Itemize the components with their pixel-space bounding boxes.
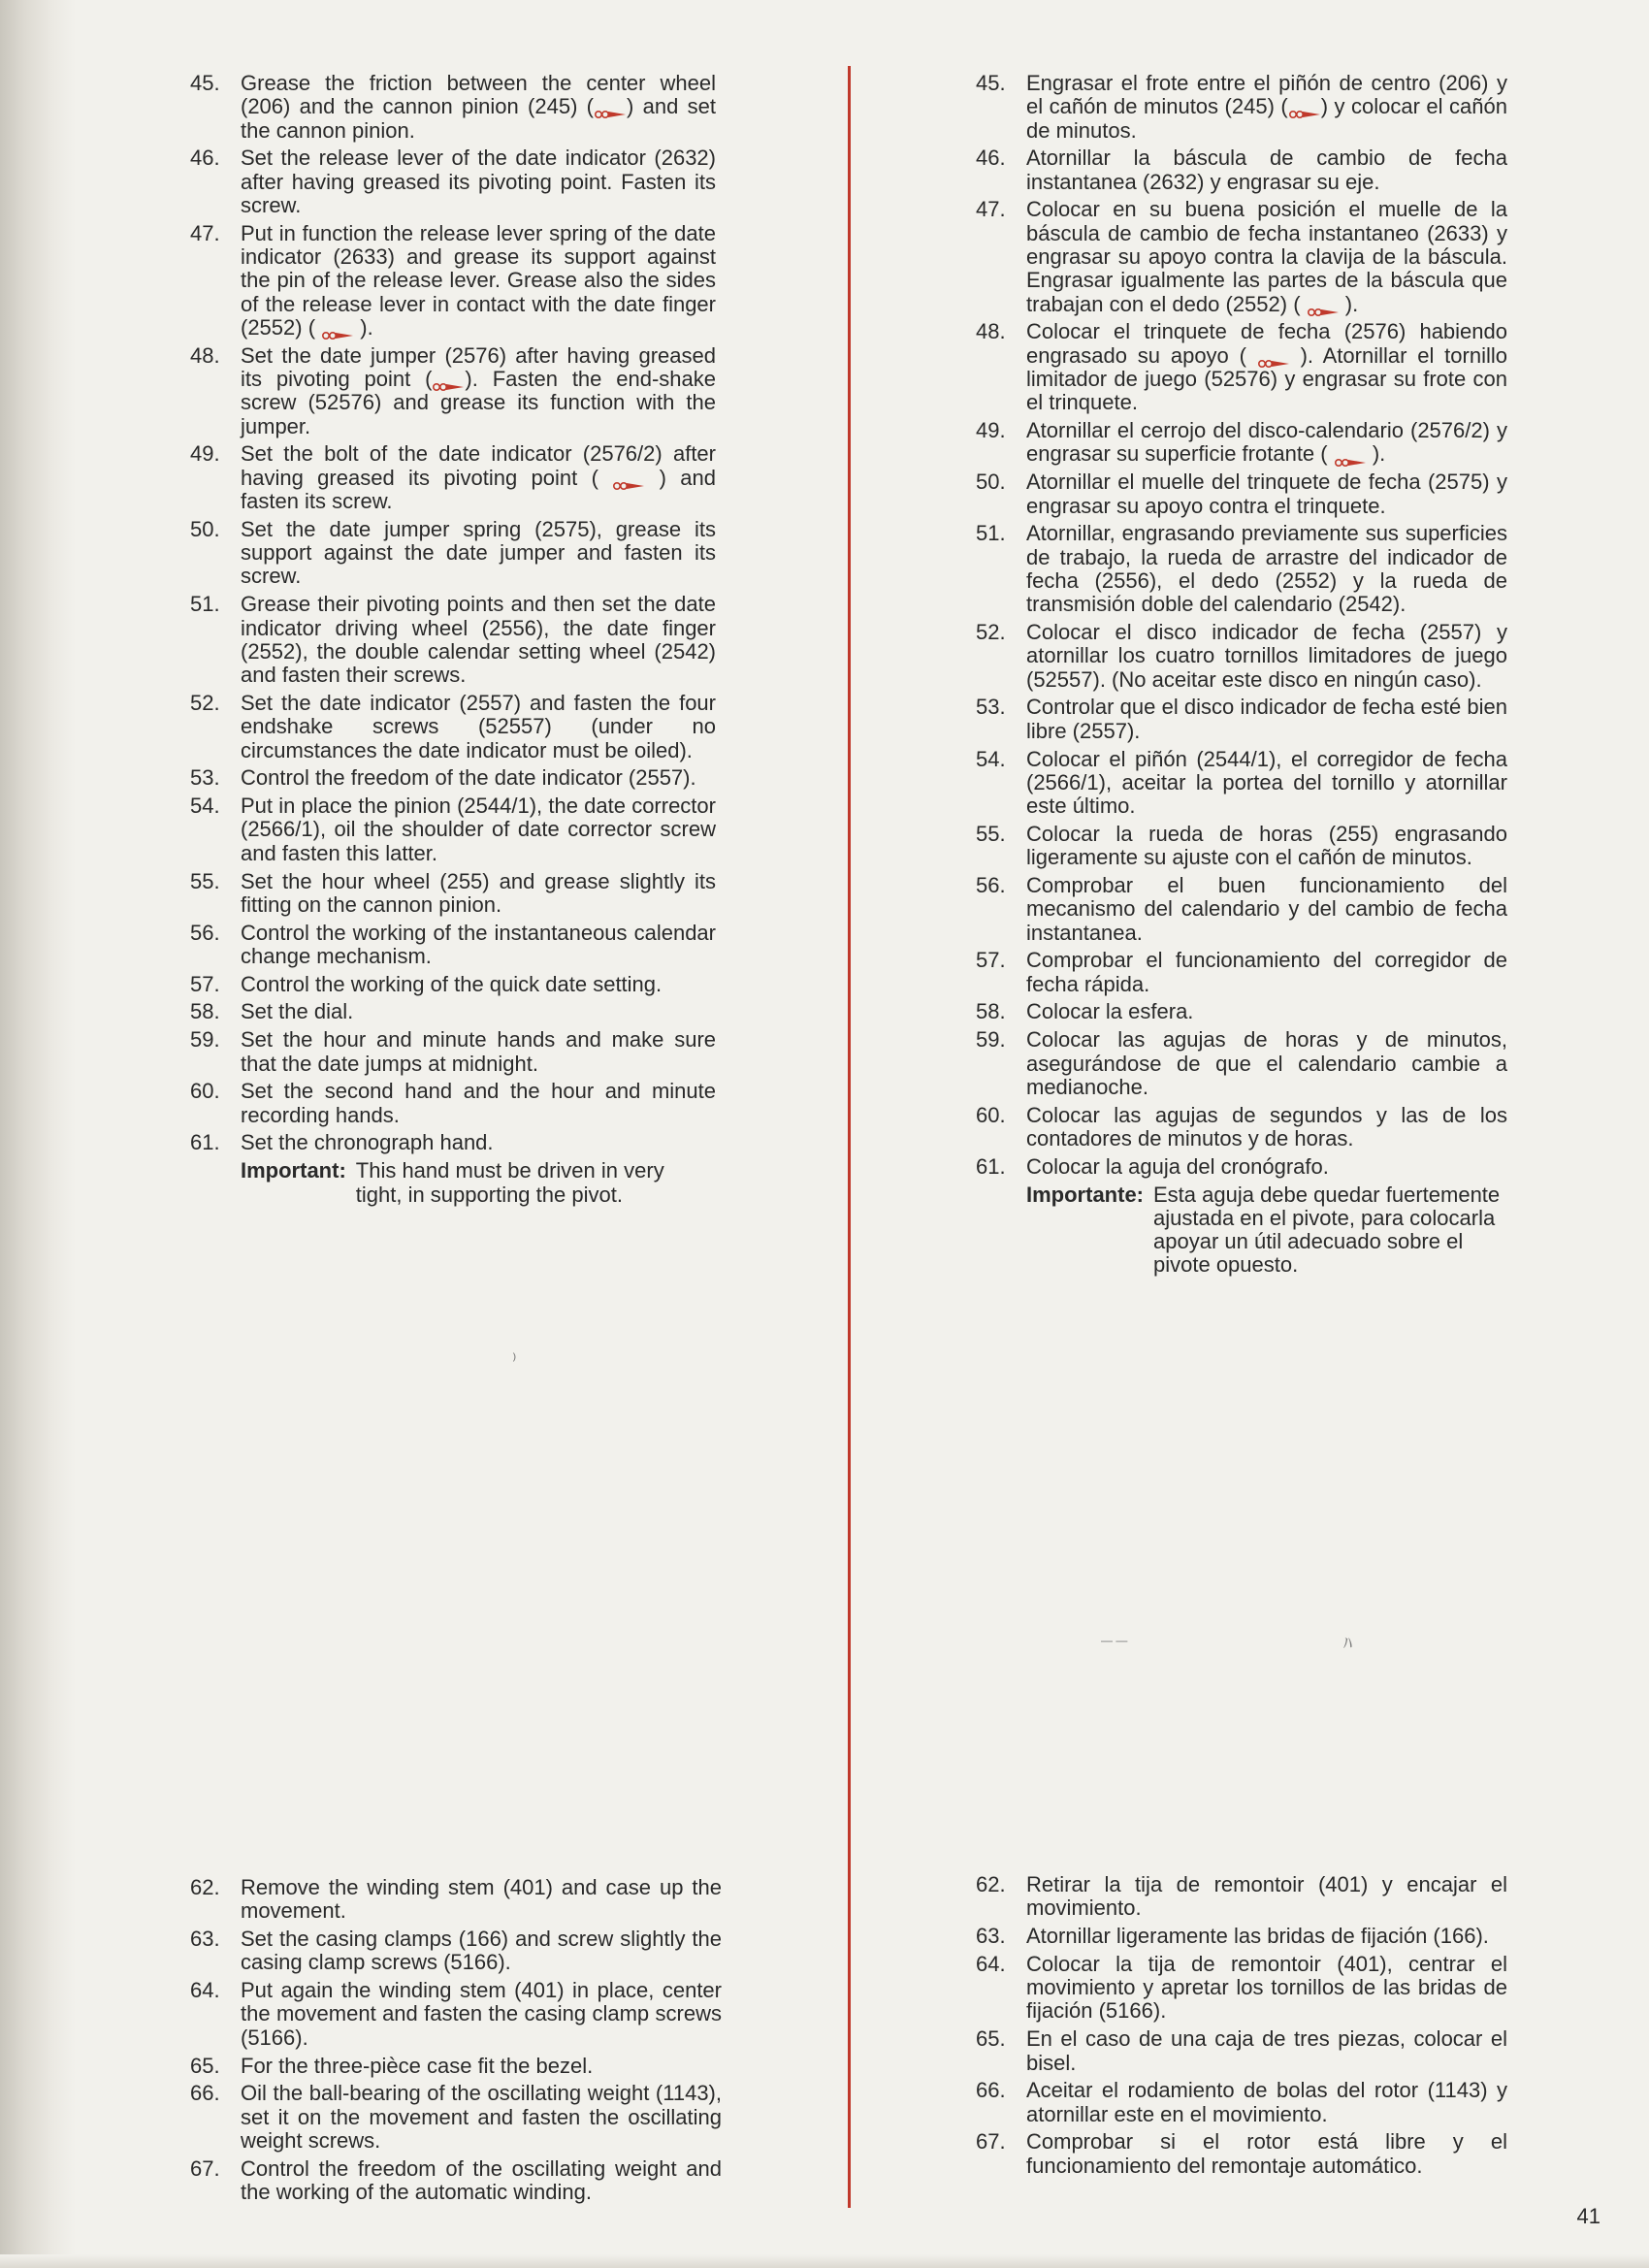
instruction-step [190, 973, 716, 996]
step-number: 58. [976, 999, 1006, 1024]
step-text: Oil the ball-bearing of the oscillating weight (1143), set it on the movement and fasten the oscillating weight screws. [241, 2081, 722, 2153]
instruction-step [190, 2157, 722, 2205]
instruction-step [976, 2079, 1507, 2126]
instruction-step [976, 1873, 1507, 1921]
important-note [241, 1159, 716, 1207]
step-text: Atornillar, engrasando previamente sus superficies de trabajo, la rueda de arrastre del indicador de fecha (2556), el dedo (2552) y la rueda de transmisión doble del calendario (2542). [1026, 521, 1507, 617]
step-text: Colocar la esfera. [1026, 999, 1194, 1024]
instruction-step [190, 692, 716, 762]
important-label: Important: [241, 1158, 346, 1183]
step-text: Set the hour wheel (255) and grease slightly its fitting on the cannon pinion. [241, 868, 716, 917]
step-text: Colocar en su buena posición el muelle de la báscula de cambio de fecha instantaneo (2633) y engrasar su apoyo contra la clavija de la báscula. Engrasar igualmente las partes de la báscula que trabajan con el dedo (2552) ( ). [1026, 197, 1507, 316]
instruction-step [976, 949, 1507, 996]
instruction-step [190, 593, 716, 687]
instruction-step [190, 870, 716, 918]
step-text: Set the second hand and the hour and minute recording hands. [241, 1079, 716, 1127]
instruction-step [976, 1155, 1507, 1179]
step-number: 59. [976, 1027, 1006, 1053]
book-binding-shadow [0, 0, 76, 2268]
instruction-step [190, 1876, 722, 1924]
step-number: 67. [190, 2155, 220, 2181]
step-number: 50. [976, 470, 1006, 495]
instruction-step [190, 222, 716, 340]
step-number: 55. [190, 868, 220, 893]
instruction-step [190, 1028, 716, 1076]
step-number: 48. [976, 319, 1006, 344]
step-number: 45. [190, 71, 220, 95]
instruction-step [190, 2082, 722, 2153]
grease-oil-drop-icon [1288, 102, 1321, 113]
instruction-step [976, 72, 1507, 143]
important-text: This hand must be driven in very tight, in supporting the pivot. [355, 1158, 664, 1207]
step-text: Colocar la tija de remontoir (401), centrar el movimiento y apretar los tornillos de las bridas de fijación (5166). [1026, 1951, 1507, 2024]
step-text: Comprobar si el rotor está libre y el funcionamiento del remontaje automático. [1026, 2129, 1507, 2178]
step-number: 49. [976, 418, 1006, 443]
instruction-step [976, 696, 1507, 743]
instruction-step [190, 72, 716, 143]
step-text: Set the dial. [241, 999, 354, 1024]
step-number: 57. [190, 971, 220, 996]
instruction-step [190, 922, 716, 969]
step-number: 66. [976, 2078, 1006, 2103]
step-text: Control the working of the instantaneous calendar change mechanism. [241, 920, 716, 968]
instruction-step [190, 442, 716, 513]
step-text: Comprobar el funcionamiento del corregidor de fecha rápida. [1026, 948, 1507, 996]
step-text: Atornillar ligeramente las bridas de fijación (166). [1026, 1924, 1489, 1949]
step-number: 52. [190, 690, 220, 715]
step-text: Atornillar el cerrojo del disco-calendario (2576/2) y engrasar su superficie frotante ( ). [1026, 418, 1507, 467]
step-number: 52. [976, 620, 1006, 645]
step-text: Aceitar el rodamiento de bolas del rotor (1143) y atornillar este en el movimiento. [1026, 2078, 1507, 2126]
step-text: Colocar el trinquete de fecha (2576) habiendo engrasado su apoyo ( ). Atornillar el tornillo limitador de juego (52576) y engrasar su frote con el trinquete. [1026, 319, 1507, 415]
step-number: 55. [976, 821, 1006, 846]
page-number: 41 [1576, 2204, 1600, 2228]
grease-oil-drop-icon [1257, 351, 1290, 363]
step-text: Colocar el disco indicador de fecha (2557) y atornillar los cuatro tornillos limitadores de juego (52557). (No aceitar este disco en ningún caso). [1026, 620, 1507, 692]
step-number: 56. [190, 920, 220, 945]
step-text: Set the date indicator (2557) and fasten the four endshake screws (52557) (under no circumstances the date indicator must be oiled). [241, 690, 716, 762]
step-number: 63. [976, 1924, 1006, 1949]
instruction-step [190, 1979, 722, 2050]
step-number: 48. [190, 342, 220, 368]
step-number: 62. [190, 1875, 220, 1899]
step-number: 46. [976, 146, 1006, 171]
step-number: 65. [976, 2026, 1006, 2052]
paper-speck: ⁾ [512, 1350, 517, 1370]
instruction-step [976, 1028, 1507, 1099]
step-text: Comprobar el buen funcionamiento del mecanismo del calendario y del cambio de fecha instantanea. [1026, 873, 1507, 945]
step-number: 66. [190, 2081, 220, 2106]
instruction-step [976, 2130, 1507, 2178]
step-text: Colocar el piñón (2544/1), el corregidor de fecha (2566/1), aceitar la portea del tornillo y atornillar este último. [1026, 746, 1507, 819]
instruction-step [976, 522, 1507, 616]
instruction-step [976, 748, 1507, 819]
step-text: Colocar las agujas de horas y de minutos, asegurándose de que el calendario cambie a medianoche. [1026, 1027, 1507, 1099]
step-number: 54. [976, 746, 1006, 771]
step-number: 45. [976, 71, 1006, 95]
instruction-step [976, 1925, 1507, 1948]
step-text: Grease the friction between the center wheel (206) and the cannon pinion (245) ( ) and set the cannon pinion. [241, 71, 716, 143]
grease-oil-drop-icon [432, 374, 465, 386]
step-number: 51. [190, 592, 220, 617]
page-edge [0, 2254, 1649, 2268]
grease-oil-drop-icon [1307, 300, 1340, 311]
step-text: Colocar la aguja del cronógrafo. [1026, 1153, 1329, 1179]
step-text: Put in place the pinion (2544/1), the date corrector (2566/1), oil the shoulder of date corrector screw and fasten this latter. [241, 794, 716, 865]
step-text: Colocar la rueda de horas (255) engrasando ligeramente su ajuste con el cañón de minutos. [1026, 821, 1507, 870]
instruction-step [976, 198, 1507, 315]
instruction-step [976, 621, 1507, 692]
step-text: Remove the winding stem (401) and case up the movement. [241, 1875, 722, 1924]
step-text: En el caso de una caja de tres piezas, colocar el bisel. [1026, 2026, 1507, 2075]
english-instructions-bottom [190, 1876, 722, 2209]
step-number: 60. [190, 1079, 220, 1104]
step-text: Set the bolt of the date indicator (2576/2) after having greased its pivoting point ( ) and fasten its screw. [241, 441, 716, 514]
step-number: 65. [190, 2053, 220, 2078]
step-number: 47. [976, 197, 1006, 222]
instruction-step [190, 766, 716, 790]
instruction-step [976, 1000, 1507, 1023]
step-text: Set the date jumper spring (2575), grease its support against the date jumper and fasten its screw. [241, 516, 716, 589]
step-number: 67. [976, 2129, 1006, 2155]
instruction-step [976, 874, 1507, 945]
step-number: 46. [190, 146, 220, 171]
column-divider [848, 66, 851, 2208]
step-text: Set the release lever of the date indicator (2632) after having greased its pivoting point. Fasten its screw. [241, 146, 716, 217]
instruction-step [190, 344, 716, 438]
step-number: 60. [976, 1102, 1006, 1127]
grease-oil-drop-icon [321, 323, 354, 335]
step-text: Set the hour and minute hands and make sure that the date jumps at midnight. [241, 1027, 716, 1076]
step-text: Grease their pivoting points and then set the date indicator driving wheel (2556), the date finger (2552), the double calendar setting wheel (2542) and fasten their screws. [241, 592, 716, 688]
step-number: 51. [976, 521, 1006, 546]
step-text: Set the chronograph hand. [241, 1130, 494, 1155]
step-number: 53. [190, 765, 220, 791]
step-text: Controlar que el disco indicador de fecha esté bien libre (2557). [1026, 695, 1507, 743]
english-instructions-top [190, 72, 716, 1207]
step-text: Control the freedom of the date indicator (2557). [241, 765, 696, 791]
instruction-step [976, 419, 1507, 467]
step-number: 61. [190, 1130, 220, 1155]
step-number: 61. [976, 1153, 1006, 1179]
instruction-step [190, 146, 716, 217]
step-text: Control the working of the quick date setting. [241, 971, 663, 996]
instruction-step [190, 1080, 716, 1127]
instruction-step [976, 2027, 1507, 2075]
grease-oil-drop-icon [612, 473, 645, 485]
spanish-instructions-top [976, 72, 1507, 1278]
step-number: 54. [190, 794, 220, 819]
step-text: Set the casing clamps (166) and screw slightly the casing clamp screws (5166). [241, 1927, 722, 1975]
paper-speck: ﾊ [1343, 1634, 1352, 1653]
step-text: Set the date jumper (2576) after having greased its pivoting point ( ). Fasten the end-shake screw (52576) and grease its function with the jumper. [241, 342, 716, 438]
instruction-step [190, 518, 716, 589]
step-text: Colocar las agujas de segundos y las de los contadores de minutos y de horas. [1026, 1102, 1507, 1150]
instruction-step [976, 146, 1507, 194]
step-number: 53. [976, 695, 1006, 720]
instruction-step [190, 1928, 722, 1975]
important-label: Importante: [1026, 1182, 1144, 1207]
step-text: Control the freedom of the oscillating weight and the working of the automatic winding. [241, 2155, 722, 2205]
step-text: Engrasar el frote entre el piñón de centro (206) y el cañón de minutos (245) ( ) y colocar el cañón de minutos. [1026, 71, 1507, 143]
instruction-step [976, 823, 1507, 870]
step-number: 64. [976, 1951, 1006, 1976]
instruction-step [976, 1104, 1507, 1151]
instruction-step [190, 2055, 722, 2078]
step-text: Atornillar el muelle del trinquete de fecha (2575) y engrasar su apoyo contra el trinquete. [1026, 470, 1507, 518]
grease-oil-drop-icon [594, 102, 627, 113]
step-number: 47. [190, 220, 220, 245]
step-number: 59. [190, 1027, 220, 1053]
spanish-instructions-bottom [976, 1873, 1507, 2183]
instruction-step [190, 1000, 716, 1023]
step-number: 56. [976, 873, 1006, 897]
instruction-step [190, 1131, 716, 1154]
important-note [1026, 1183, 1507, 1278]
step-number: 64. [190, 1978, 220, 2003]
step-number: 63. [190, 1927, 220, 1952]
step-number: 57. [976, 948, 1006, 973]
step-text: For the three-pièce case fit the bezel. [241, 2053, 594, 2078]
important-text: Esta aguja debe quedar fuertemente ajustada en el pivote, para colocarla apoyar un útil adecuado sobre el pivote opuesto. [1153, 1182, 1501, 1278]
instruction-step [190, 794, 716, 865]
step-text: Put in function the release lever spring of the date indicator (2633) and grease its support against the pin of the release lever. Grease also the sides of the release lever in contact with the date finger (2552) ( ). [241, 220, 716, 340]
step-number: 49. [190, 441, 220, 467]
step-number: 50. [190, 516, 220, 541]
grease-oil-drop-icon [1334, 450, 1367, 462]
step-text: Put again the winding stem (401) in place, center the movement and fasten the casing clamp screws (5166). [241, 1978, 722, 2050]
step-number: 62. [976, 1872, 1006, 1896]
instruction-step [976, 1953, 1507, 2024]
step-text: Atornillar la báscula de cambio de fecha instantanea (2632) y engrasar su eje. [1026, 146, 1507, 194]
instruction-step [976, 320, 1507, 414]
step-text: Retirar la tija de remontoir (401) y encajar el movimiento. [1026, 1872, 1507, 1921]
instruction-step [976, 470, 1507, 518]
step-number: 58. [190, 999, 220, 1024]
paper-speck: — — [1101, 1634, 1128, 1647]
